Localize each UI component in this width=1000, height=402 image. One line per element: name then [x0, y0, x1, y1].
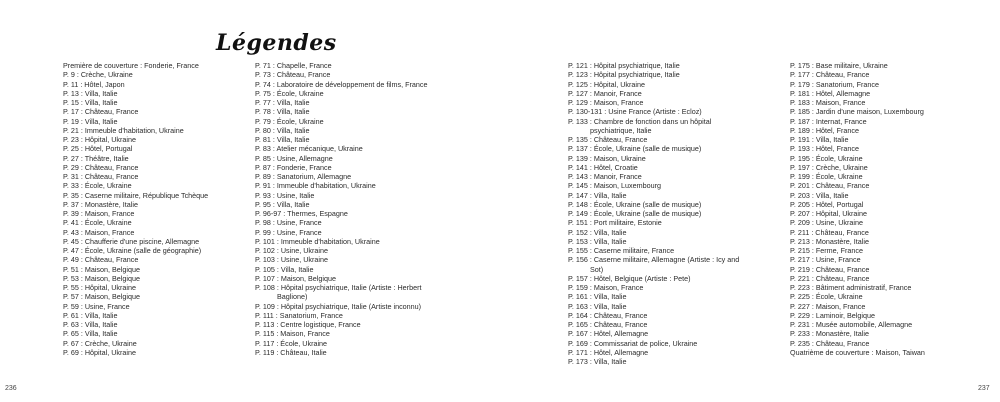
caption-entry: P. 187 : Internat, France: [790, 116, 867, 126]
caption-entry: P. 193 : Hôtel, France: [790, 144, 859, 154]
caption-entry: P. 156 : Caserne militaire, Allemagne (Artiste : Icy and Sot): [568, 255, 740, 274]
caption-entry: P. 67 : Crèche, Ukraine: [63, 338, 137, 348]
caption-entry: P. 137 : École, Ukraine (salle de musique): [568, 144, 702, 154]
caption-entry: P. 201 : Château, France: [790, 181, 870, 191]
caption-entry: P. 39 : Maison, France: [63, 209, 135, 218]
caption-entry: P. 61 : Villa, Italie: [63, 310, 118, 320]
caption-entry: P. 51 : Maison, Belgique: [63, 264, 140, 274]
caption-entry: P. 103 : Usine, Ukraine: [255, 255, 328, 265]
caption-entry: P. 161 : Villa, Italie: [568, 292, 627, 302]
caption-entry: P. 175 : Base militaire, Ukraine: [790, 61, 888, 70]
caption-entry: P. 47 : École, Ukraine (salle de géographie): [63, 246, 202, 255]
caption-entry: P. 153 : Villa, Italie: [568, 236, 627, 246]
caption-entry: P. 123 : Hôpital psychiatrique, Italie: [568, 70, 680, 80]
caption-entry: P. 143 : Manoir, France: [568, 172, 642, 181]
caption-entry: P. 209 : Usine, Ukraine: [790, 218, 863, 228]
caption-entry: P. 101 : Immeuble d'habitation, Ukraine: [255, 236, 380, 246]
caption-entry: P. 155 : Caserne militaire, France: [568, 246, 675, 255]
caption-entry: P. 125 : Hôpital, Ukraine: [568, 79, 645, 89]
caption-entry: P. 151 : Port militaire, Estonie: [568, 218, 662, 228]
page-number-left: 236: [5, 385, 17, 392]
caption-entry: P. 145 : Maison, Luxembourg: [568, 181, 661, 191]
caption-entry: P. 49 : Château, France: [63, 255, 139, 265]
caption-entry: P. 107 : Maison, Belgique: [255, 273, 336, 283]
caption-entry: P. 223 : Bâtiment administratif, France: [790, 283, 912, 292]
caption-entry: P. 119 : Château, Italie: [255, 347, 327, 357]
caption-entry: P. 83 : Atelier mécanique, Ukraine: [255, 144, 363, 154]
caption-entry: P. 29 : Château, France: [63, 162, 139, 172]
caption-entry: P. 59 : Usine, France: [63, 301, 130, 311]
caption-entry: P. 127 : Manoir, France: [568, 88, 642, 98]
captions-column-4: [790, 61, 980, 357]
caption-entry: P. 181 : Hôtel, Allemagne: [790, 88, 871, 98]
caption-entry: P. 191 : Villa, Italie: [790, 135, 849, 144]
caption-entry: P. 43 : Maison, France: [63, 227, 135, 237]
caption-entry: P. 183 : Maison, France: [790, 98, 866, 107]
caption-entry: P. 96-97 : Thermes, Espagne: [255, 209, 348, 218]
caption-entry: P. 213 : Monastère, Italie: [790, 236, 869, 246]
caption-entry: P. 21 : Immeuble d'habitation, Ukraine: [63, 125, 184, 135]
caption-entry: P. 163 : Villa, Italie: [568, 301, 627, 311]
caption-entry: P. 211 : Château, France: [790, 227, 869, 237]
caption-entry: P. 167 : Hôtel, Allemagne: [568, 329, 649, 339]
caption-entry: P. 19 : Villa, Italie: [63, 116, 118, 126]
caption-entry: P. 35 : Caserne militaire, République Tchèque: [63, 190, 209, 200]
caption-entry: P. 9 : Crèche, Ukraine: [63, 70, 133, 80]
caption-entry: P. 17 : Château, France: [63, 107, 139, 117]
caption-entry: P. 229 : Laminoir, Belgique: [790, 310, 875, 320]
caption-entry: P. 79 : École, Ukraine: [255, 116, 324, 126]
caption-entry: P. 98 : Usine, France: [255, 218, 322, 228]
caption-entry: P. 115 : Maison, France: [255, 329, 330, 339]
caption-entry: P. 152 : Villa, Italie: [568, 227, 627, 237]
caption-entry: P. 159 : Maison, France: [568, 283, 644, 292]
caption-entry: P. 165 : Château, France: [568, 320, 648, 329]
caption-entry: P. 93 : Usine, Italie: [255, 190, 315, 200]
caption-entry: P. 37 : Monastère, Italie: [63, 199, 138, 209]
caption-entry: P. 27 : Théâtre, Italie: [63, 153, 129, 163]
caption-entry: P. 77 : Villa, Italie: [255, 98, 310, 107]
caption-entry: P. 33 : École, Ukraine: [63, 181, 132, 191]
caption-entry: P. 63 : Villa, Italie: [63, 320, 118, 329]
caption-entry: P. 235 : Château, France: [790, 338, 870, 348]
caption-entry: P. 189 : Hôtel, France: [790, 125, 859, 135]
caption-entry: P. 185 : Jardin d'une maison, Luxembourg: [790, 107, 924, 117]
caption-entry: P. 74 : Laboratoire de développement de films, France: [255, 79, 428, 89]
caption-entry: P. 135 : Château, France: [568, 135, 648, 144]
caption-entry: P. 199 : École, Ukraine: [790, 172, 863, 181]
caption-entry: P. 169 : Commissariat de police, Ukraine: [568, 338, 698, 348]
caption-entry: P. 203 : Villa, Italie: [790, 190, 849, 200]
captions-column-2: [255, 61, 450, 357]
caption-entry: P. 141 : Hôtel, Croatie: [568, 162, 638, 172]
caption-entry: P. 73 : Château, France: [255, 70, 331, 80]
caption-entry: P. 129 : Maison, France: [568, 98, 644, 107]
caption-entry: P. 55 : Hôpital, Ukraine: [63, 283, 136, 292]
caption-entry: P. 219 : Château, France: [790, 264, 870, 274]
caption-entry: P. 117 : École, Ukraine: [255, 338, 328, 348]
caption-entry: P. 171 : Hôtel, Allemagne: [568, 347, 649, 357]
caption-entry: P. 89 : Sanatorium, Allemagne: [255, 172, 352, 181]
caption-entry: P. 108 : Hôpital psychiatrique, Italie (Artiste : Herbert Baglione): [255, 283, 422, 302]
caption-entry: P. 80 : Villa, Italie: [255, 125, 310, 135]
captions-column-1: [63, 61, 238, 357]
caption-entry: P. 11 : Hôtel, Japon: [63, 79, 125, 89]
caption-entry: P. 207 : Hôpital, Ukraine: [790, 209, 867, 218]
caption-entry: P. 157 : Hôtel, Belgique (Artiste : Pete): [568, 273, 691, 283]
caption-entry: P. 148 : École, Ukraine (salle de musique): [568, 199, 702, 209]
caption-entry: P. 227 : Maison, France: [790, 301, 866, 311]
caption-entry: P. 113 : Centre logistique, France: [255, 320, 361, 329]
caption-entry: P. 13 : Villa, Italie: [63, 88, 118, 98]
caption-entry: P. 78 : Villa, Italie: [255, 107, 310, 117]
caption-entry: P. 205 : Hôtel, Portugal: [790, 199, 864, 209]
caption-entry: P. 197 : Crèche, Ukraine: [790, 162, 868, 172]
caption-entry: P. 109 : Hôpital psychiatrique, Italie (Artiste inconnu): [255, 301, 422, 311]
caption-entry: P. 25 : Hôtel, Portugal: [63, 144, 133, 154]
caption-entry: P. 221 : Château, France: [790, 273, 870, 283]
caption-entry: P. 215 : Ferme, France: [790, 246, 863, 255]
caption-entry: Première de couverture : Fonderie, France: [63, 61, 199, 70]
caption-entry: P. 31 : Château, France: [63, 172, 139, 181]
caption-entry: P. 95 : Villa, Italie: [255, 199, 310, 209]
caption-entry: P. 149 : École, Ukraine (salle de musique): [568, 209, 702, 218]
caption-entry: P. 41 : École, Ukraine: [63, 218, 132, 228]
captions-column-3: [568, 61, 748, 366]
caption-entry: P. 81 : Villa, Italie: [255, 135, 310, 144]
caption-entry: P. 173 : Villa, Italie: [568, 357, 627, 366]
caption-entry: P. 130-131 : Usine France (Artiste : Ecloz): [568, 107, 702, 117]
caption-entry: P. 133 : Chambre de fonction dans un hôpital psychiatrique, Italie: [568, 116, 712, 135]
caption-entry: P. 177 : Château, France: [790, 70, 870, 80]
caption-entry: P. 45 : Chaufferie d'une piscine, Allemagne: [63, 236, 200, 246]
caption-entry: P. 99 : Usine, France: [255, 227, 322, 237]
caption-entry: P. 164 : Château, France: [568, 310, 648, 320]
caption-entry: P. 217 : Usine, France: [790, 255, 861, 265]
caption-entry: P. 15 : Villa, Italie: [63, 98, 118, 107]
page-title: Légendes: [216, 30, 337, 56]
caption-entry: P. 71 : Chapelle, France: [255, 61, 332, 70]
caption-entry: P. 102 : Usine, Ukraine: [255, 246, 328, 255]
caption-entry: P. 57 : Maison, Belgique: [63, 292, 140, 302]
caption-entry: P. 195 : École, Ukraine: [790, 153, 863, 163]
caption-entry: Quatrième de couverture : Maison, Taiwan: [790, 347, 925, 357]
caption-entry: P. 233 : Monastère, Italie: [790, 329, 869, 339]
caption-entry: P. 139 : Maison, Ukraine: [568, 153, 646, 163]
caption-entry: P. 231 : Musée automobile, Allemagne: [790, 320, 913, 329]
caption-entry: P. 225 : École, Ukraine: [790, 292, 863, 302]
caption-entry: P. 87 : Fonderie, France: [255, 162, 332, 172]
page-number-right: 237: [978, 385, 990, 392]
caption-entry: P. 69 : Hôpital, Ukraine: [63, 347, 136, 357]
caption-entry: P. 121 : Hôpital psychiatrique, Italie: [568, 61, 680, 70]
caption-entry: P. 105 : Villa, Italie: [255, 264, 314, 274]
caption-entry: P. 23 : Hôpital, Ukraine: [63, 135, 136, 144]
caption-entry: P. 65 : Villa, Italie: [63, 329, 118, 339]
caption-entry: P. 75 : École, Ukraine: [255, 88, 324, 98]
caption-entry: P. 85 : Usine, Allemagne: [255, 153, 333, 163]
caption-entry: P. 147 : Villa, Italie: [568, 190, 627, 200]
caption-entry: P. 111 : Sanatorium, France: [255, 310, 343, 320]
caption-entry: P. 53 : Maison, Belgique: [63, 273, 140, 283]
caption-entry: P. 91 : Immeuble d'habitation, Ukraine: [255, 181, 376, 191]
caption-entry: P. 179 : Sanatorium, France: [790, 79, 879, 89]
